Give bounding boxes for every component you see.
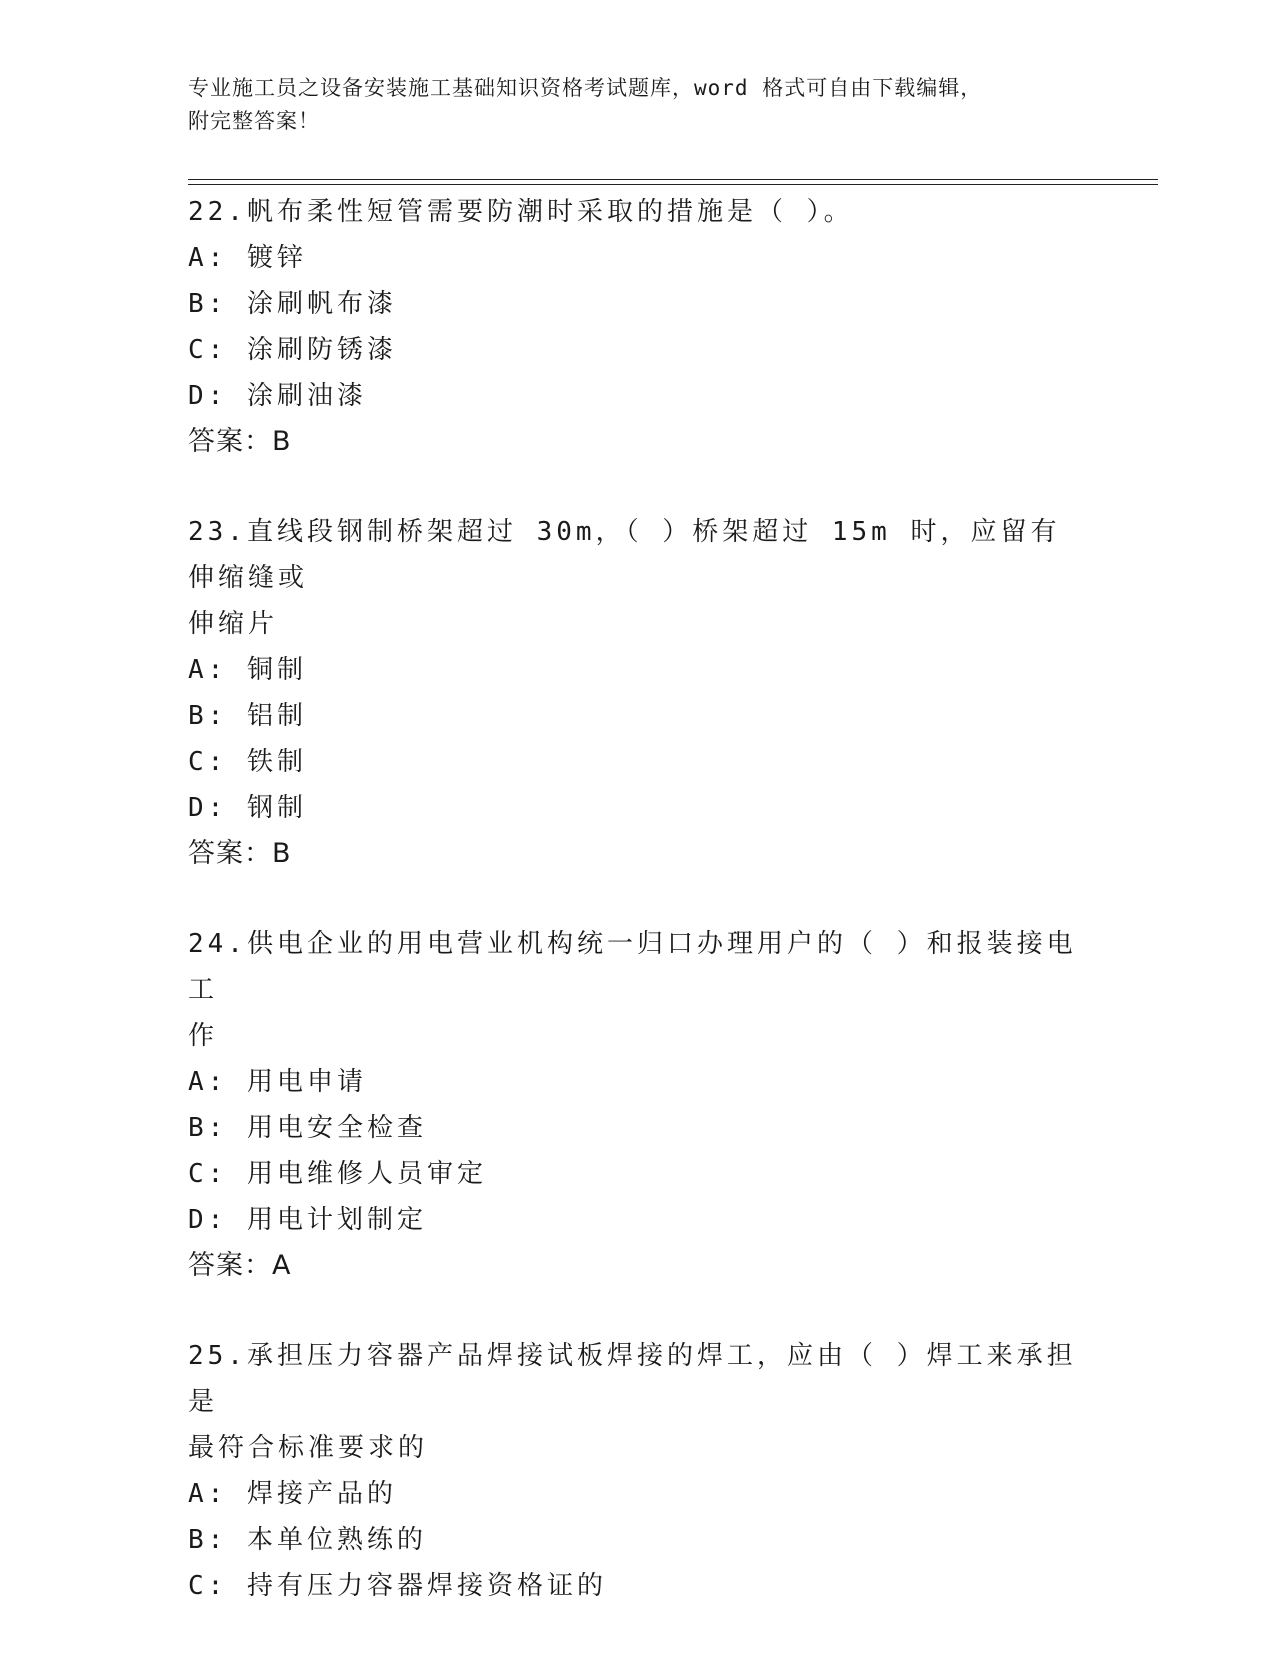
option-a: A: 焊接产品的 — [188, 1479, 397, 1509]
option-b: B: 铝制 — [188, 701, 307, 731]
question-text-continued: 最符合标准要求的 — [188, 1433, 429, 1463]
question-text: 25.承担压力容器产品焊接试板焊接的焊工，应由（ ）焊工来承担是 — [188, 1341, 1077, 1417]
option-a: A: 镀锌 — [188, 243, 307, 273]
header-line-1: 专业施工员之设备安装施工基础知识资格考试题库，word 格式可自由下载编辑， — [188, 76, 983, 100]
question-25 — [188, 1333, 1088, 1609]
option-c: C: 用电维修人员审定 — [188, 1159, 487, 1189]
question-23 — [188, 509, 1088, 877]
option-c: C: 铁制 — [188, 747, 307, 777]
option-a: A: 铜制 — [188, 655, 307, 685]
question-text: 23.直线段钢制桥架超过 30m，（ ）桥架超过 15m 时，应留有伸缩缝或 — [188, 517, 1061, 593]
option-d: D: 涂刷油漆 — [188, 381, 367, 411]
option-d: D: 用电计划制定 — [188, 1205, 427, 1235]
question-text-continued: 作 — [188, 1021, 219, 1051]
answer: 答案：A — [188, 1250, 292, 1281]
question-24 — [188, 921, 1088, 1289]
document-header — [188, 72, 1088, 138]
header-divider — [188, 179, 1158, 185]
question-text-continued: 伸缩片 — [188, 609, 279, 639]
question-list — [188, 189, 1088, 1653]
option-b: B: 用电安全检查 — [188, 1113, 427, 1143]
answer: 答案：B — [188, 838, 292, 869]
header-line-2: 附完整答案！ — [188, 109, 320, 133]
answer: 答案：B — [188, 426, 292, 457]
question-text: 24.供电企业的用电营业机构统一归口办理用户的（ ）和报装接电工 — [188, 929, 1077, 1005]
option-d: D: 钢制 — [188, 793, 307, 823]
question-text: 22.帆布柔性短管需要防潮时采取的措施是（ ）。 — [188, 197, 854, 227]
option-b: B: 本单位熟练的 — [188, 1525, 427, 1555]
option-c: C: 涂刷防锈漆 — [188, 335, 397, 365]
option-c: C: 持有压力容器焊接资格证的 — [188, 1571, 607, 1601]
question-22 — [188, 189, 1088, 465]
option-b: B: 涂刷帆布漆 — [188, 289, 397, 319]
option-a: A: 用电申请 — [188, 1067, 367, 1097]
